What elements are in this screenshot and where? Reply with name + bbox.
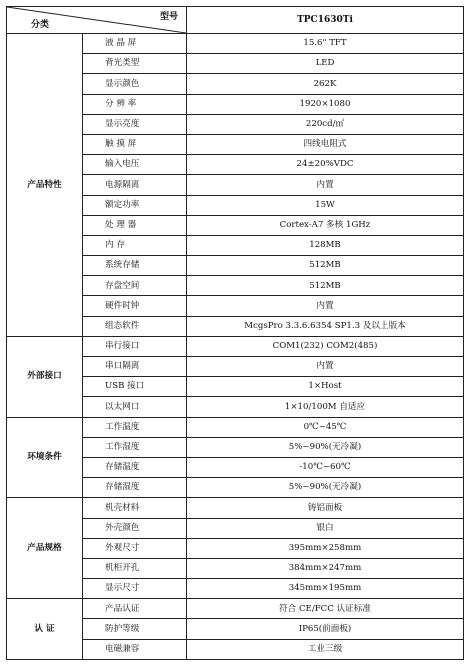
spec-value: 银白: [187, 518, 464, 538]
model-header-label: 型号: [159, 12, 178, 22]
spec-label: 触 摸 屏: [83, 134, 187, 154]
spec-value: 262K: [187, 74, 464, 94]
spec-value: 工业三级: [187, 639, 464, 659]
spec-label: 电源隔离: [83, 175, 187, 195]
spec-table: [6, 6, 464, 660]
header-diagonal-cell: [7, 7, 187, 34]
spec-label: 系统存储: [83, 256, 187, 276]
spec-value: 内置: [187, 175, 464, 195]
spec-value: McgsPro 3.3.6.6354 SP1.3 及以上版本: [187, 316, 464, 336]
spec-value: LED: [187, 54, 464, 74]
spec-label: 存盘空间: [83, 276, 187, 296]
spec-table-body: [7, 7, 464, 660]
spec-label: 存储湿度: [83, 478, 187, 498]
spec-value: 395mm×258mm: [187, 538, 464, 558]
category-cell: 认 证: [7, 599, 83, 660]
spec-value: 5%~90%(无冷凝): [187, 437, 464, 457]
spec-label: 显示颜色: [83, 74, 187, 94]
spec-value: 24±20%VDC: [187, 155, 464, 175]
spec-value: 220cd/㎡: [187, 114, 464, 134]
spec-label: 液 晶 屏: [83, 34, 187, 54]
spec-value: 内置: [187, 357, 464, 377]
spec-value: 1×10/100M 自适应: [187, 397, 464, 417]
spec-value: 四线电阻式: [187, 134, 464, 154]
spec-label: 以太网口: [83, 397, 187, 417]
spec-label: 显示尺寸: [83, 579, 187, 599]
spec-label: 组态软件: [83, 316, 187, 336]
spec-label: 电磁兼容: [83, 639, 187, 659]
spec-label: 机柜开孔: [83, 558, 187, 578]
spec-row: [7, 34, 464, 54]
spec-label: 防护等级: [83, 619, 187, 639]
spec-label: 外观尺寸: [83, 538, 187, 558]
spec-label: 串行接口: [83, 336, 187, 356]
spec-row: [7, 417, 464, 437]
category-cell: 产品规格: [7, 498, 83, 599]
spec-value: 5%~90%(无冷凝): [187, 478, 464, 498]
spec-label: 存储温度: [83, 457, 187, 477]
spec-label: 工作温度: [83, 417, 187, 437]
spec-label: 显示亮度: [83, 114, 187, 134]
category-header-label: 分类: [31, 20, 50, 30]
spec-value: IP65(前面板): [187, 619, 464, 639]
category-cell: 环境条件: [7, 417, 83, 498]
spec-value: 384mm×247mm: [187, 558, 464, 578]
spec-label: 处 理 器: [83, 215, 187, 235]
spec-value: 铸铝面板: [187, 498, 464, 518]
spec-value: 15W: [187, 195, 464, 215]
spec-label: 外壳颜色: [83, 518, 187, 538]
spec-value: -10℃~60℃: [187, 457, 464, 477]
spec-label: 额定功率: [83, 195, 187, 215]
spec-value: COM1(232) COM2(485): [187, 336, 464, 356]
model-value: TPC1630Ti: [187, 7, 464, 34]
spec-value: 15.6" TFT: [187, 34, 464, 54]
spec-label: 机壳材料: [83, 498, 187, 518]
spec-label: 硬件时钟: [83, 296, 187, 316]
spec-label: 内 存: [83, 235, 187, 255]
spec-label: 产品认证: [83, 599, 187, 619]
spec-label: USB 接口: [83, 377, 187, 397]
spec-label: 工作湿度: [83, 437, 187, 457]
spec-value: 345mm×195mm: [187, 579, 464, 599]
spec-value: 0℃~45℃: [187, 417, 464, 437]
spec-value: 512MB: [187, 256, 464, 276]
spec-value: 128MB: [187, 235, 464, 255]
spec-label: 串口隔离: [83, 357, 187, 377]
spec-label: 背光类型: [83, 54, 187, 74]
spec-row: [7, 498, 464, 518]
spec-value: 符合 CE/FCC 认证标准: [187, 599, 464, 619]
spec-label: 分 辨 率: [83, 94, 187, 114]
header-row: [7, 7, 464, 34]
spec-value: 1920×1080: [187, 94, 464, 114]
spec-value: Cortex-A7 多核 1GHz: [187, 215, 464, 235]
category-cell: 产品特性: [7, 34, 83, 337]
spec-label: 输入电压: [83, 155, 187, 175]
spec-value: 内置: [187, 296, 464, 316]
category-cell: 外部接口: [7, 336, 83, 417]
spec-row: [7, 599, 464, 619]
spec-row: [7, 336, 464, 356]
spec-value: 512MB: [187, 276, 464, 296]
spec-value: 1×Host: [187, 377, 464, 397]
